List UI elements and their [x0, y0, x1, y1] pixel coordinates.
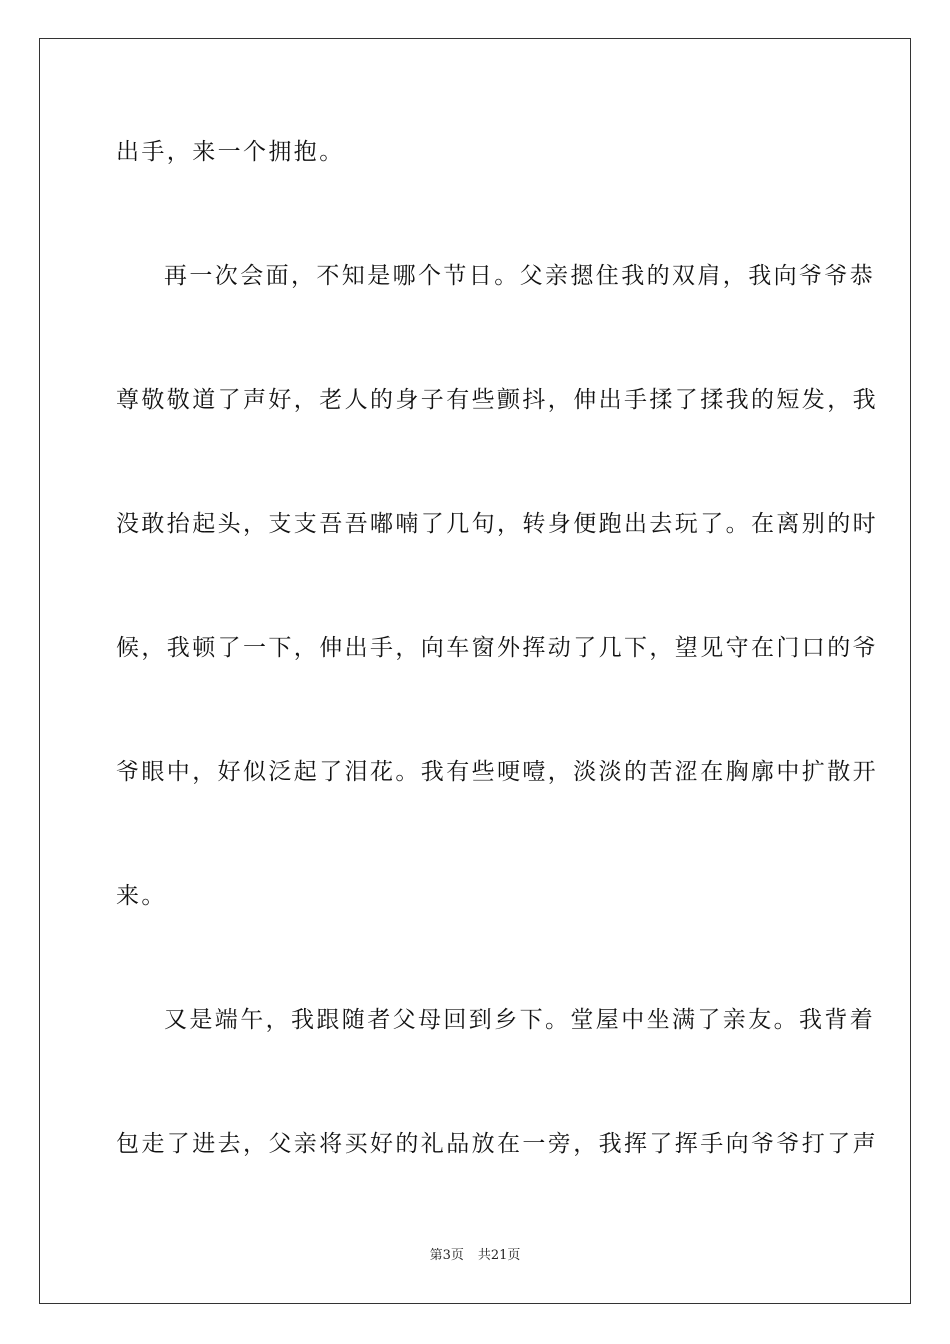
- text-line: 来。: [116, 883, 167, 909]
- page-number: 第3页: [429, 1248, 464, 1263]
- text-line: 候，我顿了一下，伸出手，向车窗外挥动了几下，望见守在门口的爷: [116, 635, 878, 661]
- paragraph-first-line: 又是端午，我跟随者父母回到乡下。堂屋中坐满了亲友。我背着: [164, 1007, 876, 1033]
- text-line: 尊敬敬道了声好，老人的身子有些颤抖，伸出手揉了揉我的短发，我: [116, 387, 878, 413]
- page-total: 共21页: [477, 1248, 521, 1263]
- text-line: 没敢抬起头，支支吾吾嘟喃了几句，转身便跑出去玩了。在离别的时: [116, 511, 878, 537]
- paragraph-first-line: 再一次会面，不知是哪个节日。父亲摁住我的双肩，我向爷爷恭: [164, 263, 876, 289]
- page-footer: [0, 1247, 950, 1265]
- text-line: 包走了进去，父亲将买好的礼品放在一旁，我挥了挥手向爷爷打了声: [116, 1131, 878, 1157]
- text-line: 出手，来一个拥抱。: [116, 139, 345, 165]
- page-border: [39, 38, 911, 1304]
- text-line: 爷眼中，好似泛起了泪花。我有些哽噎，淡淡的苦涩在胸廓中扩散开: [116, 759, 878, 785]
